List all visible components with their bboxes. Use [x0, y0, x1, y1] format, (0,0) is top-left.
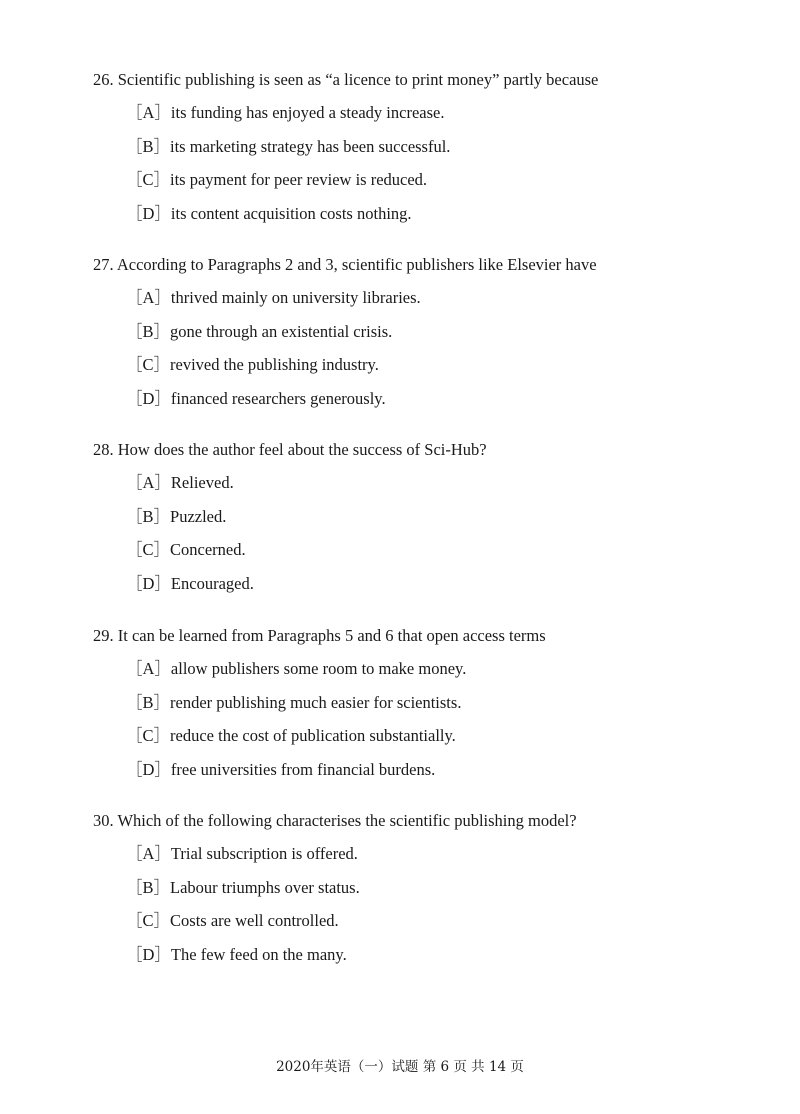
option-text: reduce the cost of publication substantially. — [170, 726, 456, 746]
option-text: Relieved. — [170, 473, 234, 493]
option-letter: ［B］ — [126, 877, 171, 897]
option-letter: ［A］ — [126, 659, 171, 679]
option-c — [126, 726, 773, 746]
option-c — [126, 170, 773, 190]
option-letter: ［D］ — [126, 759, 171, 779]
option-d — [126, 574, 773, 594]
option-b — [126, 322, 773, 342]
option-text: allow publishers some room to make money. — [170, 659, 467, 679]
option-b — [126, 507, 773, 527]
option-letter: ［D］ — [126, 573, 171, 593]
option-text: its funding has enjoyed a steady increase. — [170, 103, 445, 123]
option-letter: ［C］ — [126, 170, 171, 190]
option-list — [93, 659, 773, 779]
option-text: The few feed on the many. — [170, 944, 347, 964]
option-a — [126, 844, 773, 864]
question-stem: 29. It can be learned from Paragraphs 5 and 6 that open access terms — [93, 626, 546, 645]
option-d — [126, 760, 773, 780]
option-text: financed researchers generously. — [170, 388, 386, 408]
option-letter: ［A］ — [126, 103, 171, 123]
question-stem: 30. Which of the following characterises the scientific publishing model? — [93, 811, 577, 830]
option-list — [93, 103, 773, 223]
option-letter: ［C］ — [126, 911, 171, 931]
option-letter: ［D］ — [126, 944, 171, 964]
option-text: gone through an existential crisis. — [170, 321, 393, 341]
option-text: thrived mainly on university libraries. — [170, 288, 421, 308]
option-a — [126, 659, 773, 679]
option-text: Puzzled. — [170, 506, 227, 526]
page-footer: 2020年英语（一）试题 第 6 页 共 14 页 — [276, 1059, 524, 1075]
option-letter: ［D］ — [126, 388, 171, 408]
option-text: Costs are well controlled. — [170, 911, 339, 931]
option-letter: ［A］ — [126, 473, 171, 493]
option-text: Concerned. — [170, 540, 246, 560]
question-30 — [93, 811, 773, 965]
option-b — [126, 137, 773, 157]
option-text: free universities from financial burdens. — [170, 759, 436, 779]
option-list — [93, 288, 773, 408]
option-text: Encouraged. — [170, 573, 254, 593]
question-stem: 27. According to Paragraphs 2 and 3, scientific publishers like Elsevier have — [93, 255, 597, 274]
option-a — [126, 473, 773, 493]
option-c — [126, 540, 773, 560]
option-text: its content acquisition costs nothing. — [170, 203, 412, 223]
option-b — [126, 878, 773, 898]
option-letter: ［B］ — [126, 692, 171, 712]
option-letter: ［D］ — [126, 203, 171, 223]
option-letter: ［B］ — [126, 136, 171, 156]
option-text: render publishing much easier for scientists. — [170, 692, 462, 712]
option-text: Labour triumphs over status. — [170, 877, 360, 897]
option-letter: ［C］ — [126, 355, 171, 375]
question-stem: 26. Scientific publishing is seen as “a licence to print money” partly because — [93, 70, 599, 89]
option-list — [93, 844, 773, 964]
question-28 — [93, 440, 773, 594]
option-d — [126, 204, 773, 224]
option-text: its payment for peer review is reduced. — [170, 170, 428, 190]
option-d — [126, 945, 773, 965]
option-c — [126, 911, 773, 931]
option-letter: ［B］ — [126, 506, 171, 526]
option-text: revived the publishing industry. — [170, 355, 379, 375]
question-stem: 28. How does the author feel about the success of Sci-Hub? — [93, 440, 487, 459]
option-letter: ［B］ — [126, 321, 171, 341]
question-29 — [93, 626, 773, 780]
option-letter: ［A］ — [126, 844, 171, 864]
question-27 — [93, 255, 773, 409]
option-text: its marketing strategy has been successful. — [170, 136, 451, 156]
option-letter: ［C］ — [126, 726, 171, 746]
question-26 — [93, 70, 773, 224]
option-letter: ［A］ — [126, 288, 171, 308]
option-b — [126, 693, 773, 713]
option-letter: ［C］ — [126, 540, 171, 560]
option-a — [126, 103, 773, 123]
option-c — [126, 355, 773, 375]
option-a — [126, 288, 773, 308]
option-text: Trial subscription is offered. — [170, 844, 358, 864]
option-list — [93, 473, 773, 593]
option-d — [126, 389, 773, 409]
